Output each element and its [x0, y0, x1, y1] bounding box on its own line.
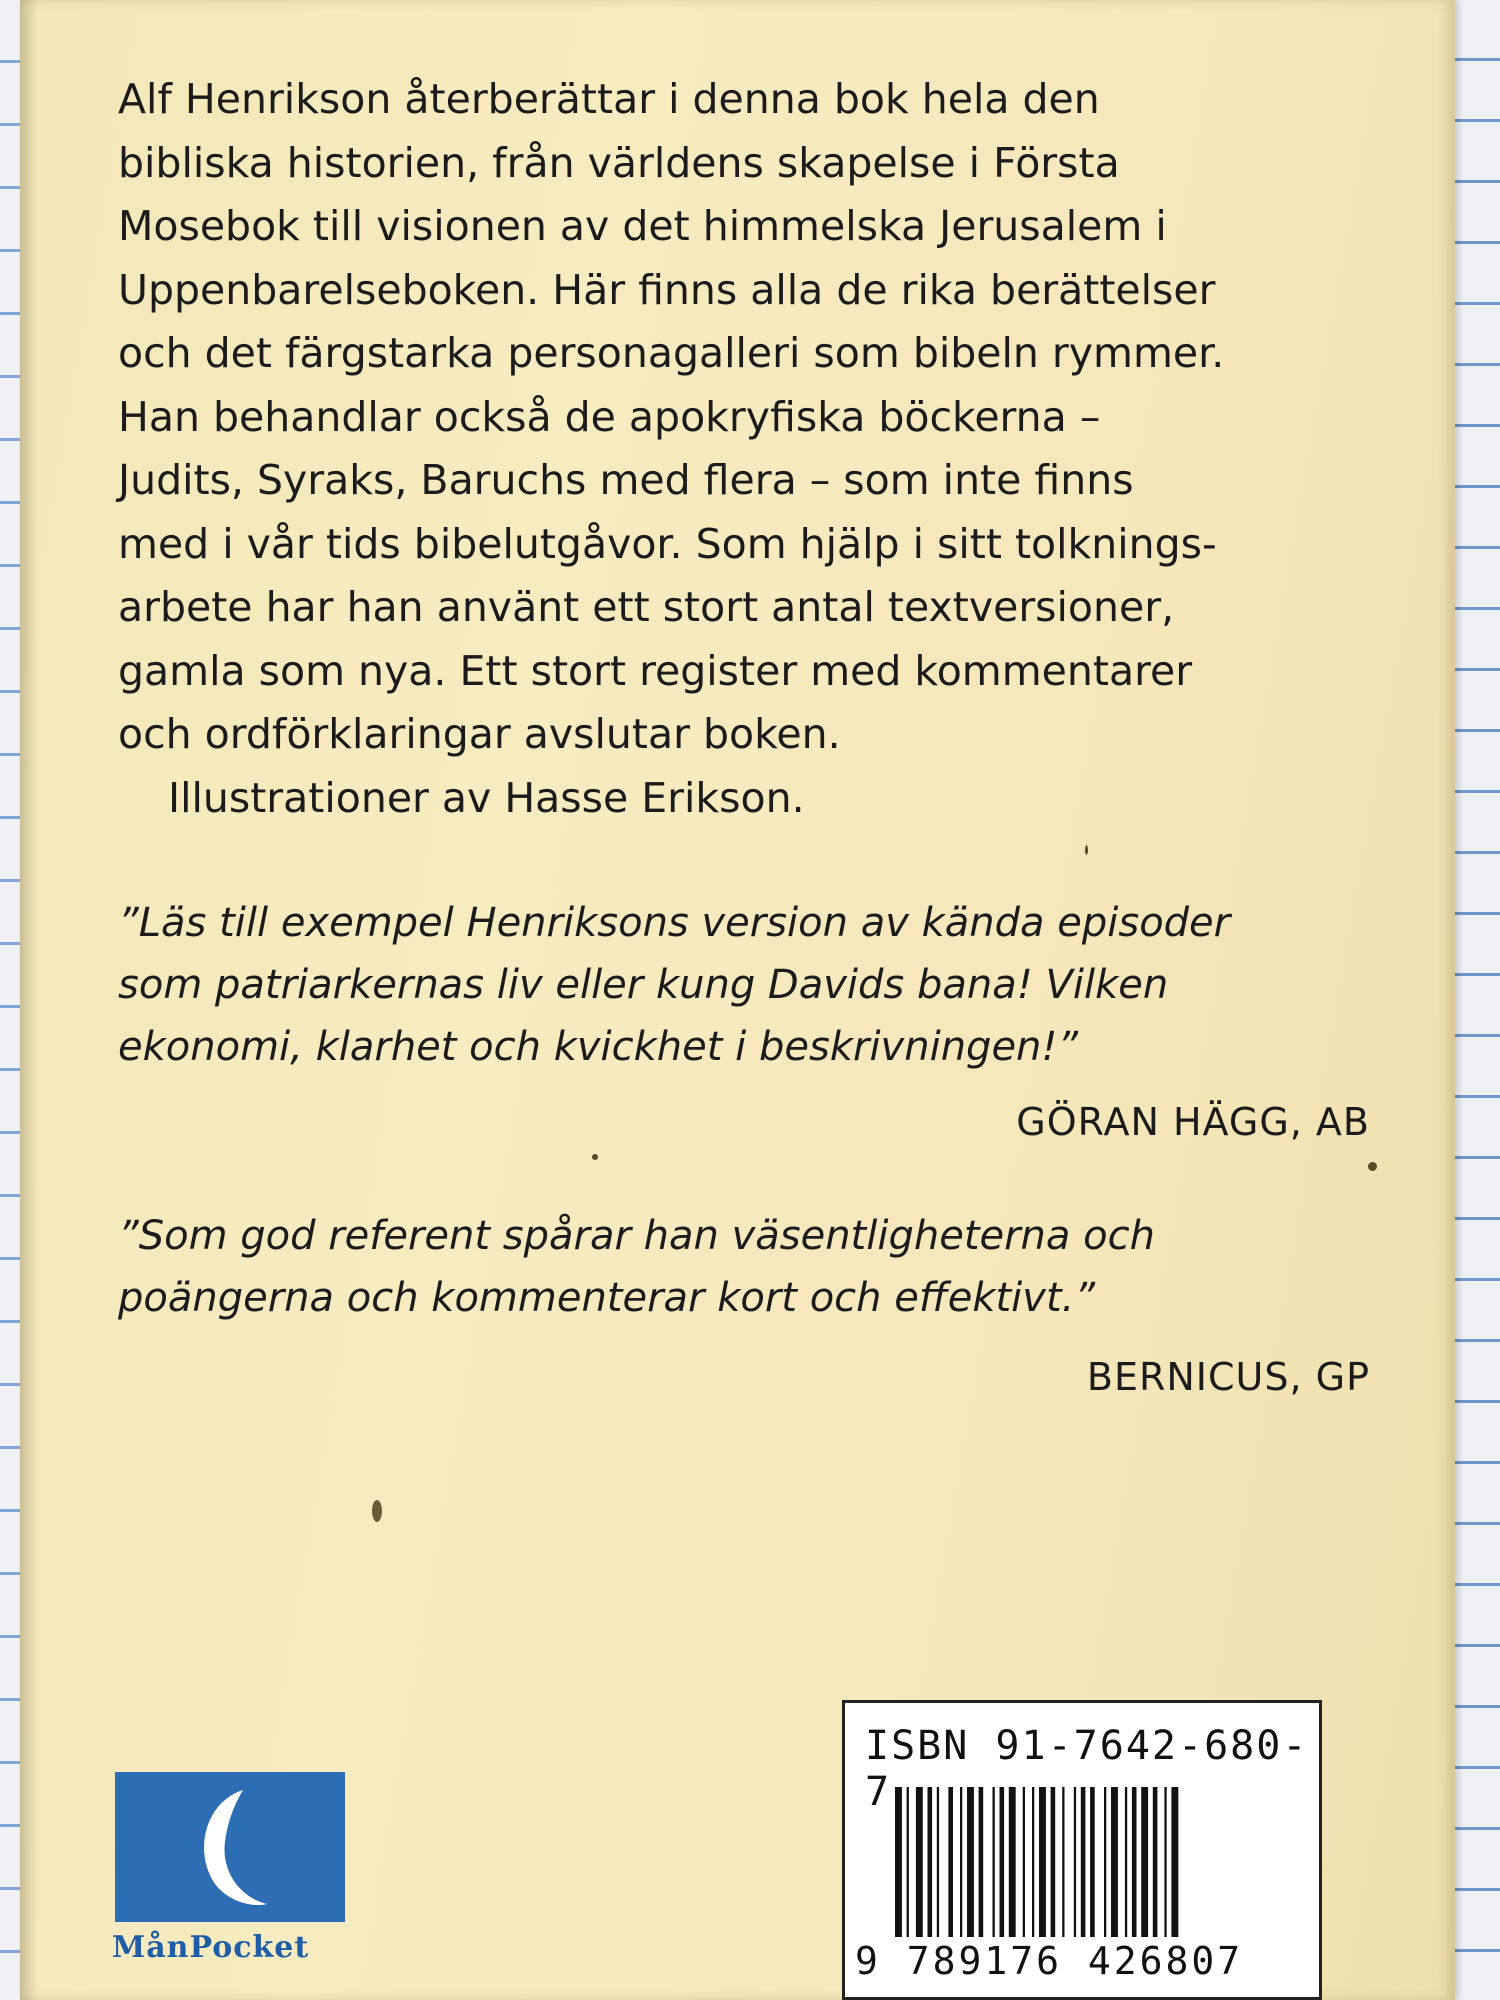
quote-line: ekonomi, klarhet och kvickhet i beskrivningen!”: [118, 1024, 1079, 1070]
barcode-bar: [928, 1787, 933, 1937]
barcode-bar: [1062, 1787, 1064, 1937]
description-line: arbete har han använt ett stort antal textversioner,: [118, 583, 1175, 631]
description-line: Alf Henrikson återberättar i denna bok hela den: [118, 75, 1100, 123]
publisher-logo: [115, 1772, 345, 1922]
barcode-bar: [1171, 1787, 1178, 1937]
barcode-bar: [895, 1787, 902, 1937]
barcode-bar: [1051, 1787, 1056, 1937]
quote-1-attribution: GÖRAN HÄGG, AB: [1016, 1100, 1370, 1144]
description-line: och det färgstarka personagalleri som bibeln rymmer.: [118, 329, 1225, 377]
isbn-barcode-box: [842, 1700, 1322, 2000]
book-description: [118, 68, 1368, 830]
barcode-bar: [1141, 1787, 1148, 1937]
wear-speck: [1368, 1162, 1377, 1171]
barcode-bar: [967, 1787, 974, 1937]
barcode-bar: [1000, 1787, 1005, 1937]
barcode-bar: [1104, 1787, 1106, 1937]
description-line: med i vår tids bibelutgåvor. Som hjälp i sitt tolknings-: [118, 519, 1217, 568]
barcode-bar: [993, 1787, 995, 1937]
review-quote-1: [118, 892, 1368, 1078]
barcode-bar: [1111, 1787, 1118, 1937]
description-line: Han behandlar också de apokryfiska böckerna –: [118, 392, 1101, 441]
barcode-bar: [1153, 1787, 1158, 1937]
barcode-bar: [1023, 1787, 1025, 1937]
description-line: Mosebok till visionen av det himmelska Jerusalem i: [118, 202, 1167, 250]
barcode-bar: [948, 1787, 953, 1937]
illustrator-credit: Illustrationer av Hasse Erikson.: [168, 773, 805, 822]
barcode-bar: [1009, 1787, 1016, 1937]
review-quote-2: [118, 1205, 1368, 1329]
description-line: och ordförklaringar avslutar boken.: [118, 710, 841, 758]
quote-line: poängerna och kommenterar kort och effektivt.”: [118, 1275, 1096, 1321]
barcode-digits: 9 789176 426807: [855, 1939, 1244, 1983]
quote-2-attribution: BERNICUS, GP: [1086, 1355, 1370, 1399]
barcode-bar: [916, 1787, 923, 1937]
publisher-name: MånPocket: [112, 1930, 310, 1965]
quote-line: som patriarkernas liv eller kung Davids bana! Vilken: [118, 962, 1169, 1008]
barcode-bar: [960, 1787, 962, 1937]
barcode-bar: [979, 1787, 984, 1937]
barcode-bar: [1132, 1787, 1137, 1937]
description-line: bibliska historien, från världens skapelse i Första: [118, 138, 1120, 187]
barcode-graphic: [895, 1787, 1275, 1937]
barcode-bar: [1125, 1787, 1127, 1937]
isbn-number: ISBN 91-7642-680-7: [865, 1723, 1309, 1815]
description-line: Judits, Syraks, Baruchs med flera – som inte finns: [118, 456, 1134, 504]
wear-speck: [1085, 845, 1088, 855]
quote-line: ”Som god referent spårar han väsentligheterna och: [118, 1213, 1155, 1259]
barcode-bar: [907, 1787, 909, 1937]
barcode-bar: [1090, 1787, 1095, 1937]
description-line: Uppenbarelseboken. Här finns alla de rika berättelser: [118, 265, 1216, 314]
barcode-bar: [1032, 1787, 1034, 1937]
wear-speck: [372, 1500, 382, 1522]
wear-speck: [592, 1154, 598, 1160]
barcode-bar: [937, 1787, 939, 1937]
quote-line: ”Läs till exempel Henriksons version av kända episoder: [118, 900, 1231, 946]
barcode-bar: [1164, 1787, 1166, 1937]
barcode-bar: [1081, 1787, 1086, 1937]
barcode-bar: [1039, 1787, 1046, 1937]
moon-icon: [115, 1772, 345, 1922]
barcode-bar: [1074, 1787, 1076, 1937]
description-line: gamla som nya. Ett stort register med kommentarer: [118, 646, 1193, 695]
notebook-paper-edge: [1450, 0, 1500, 2000]
